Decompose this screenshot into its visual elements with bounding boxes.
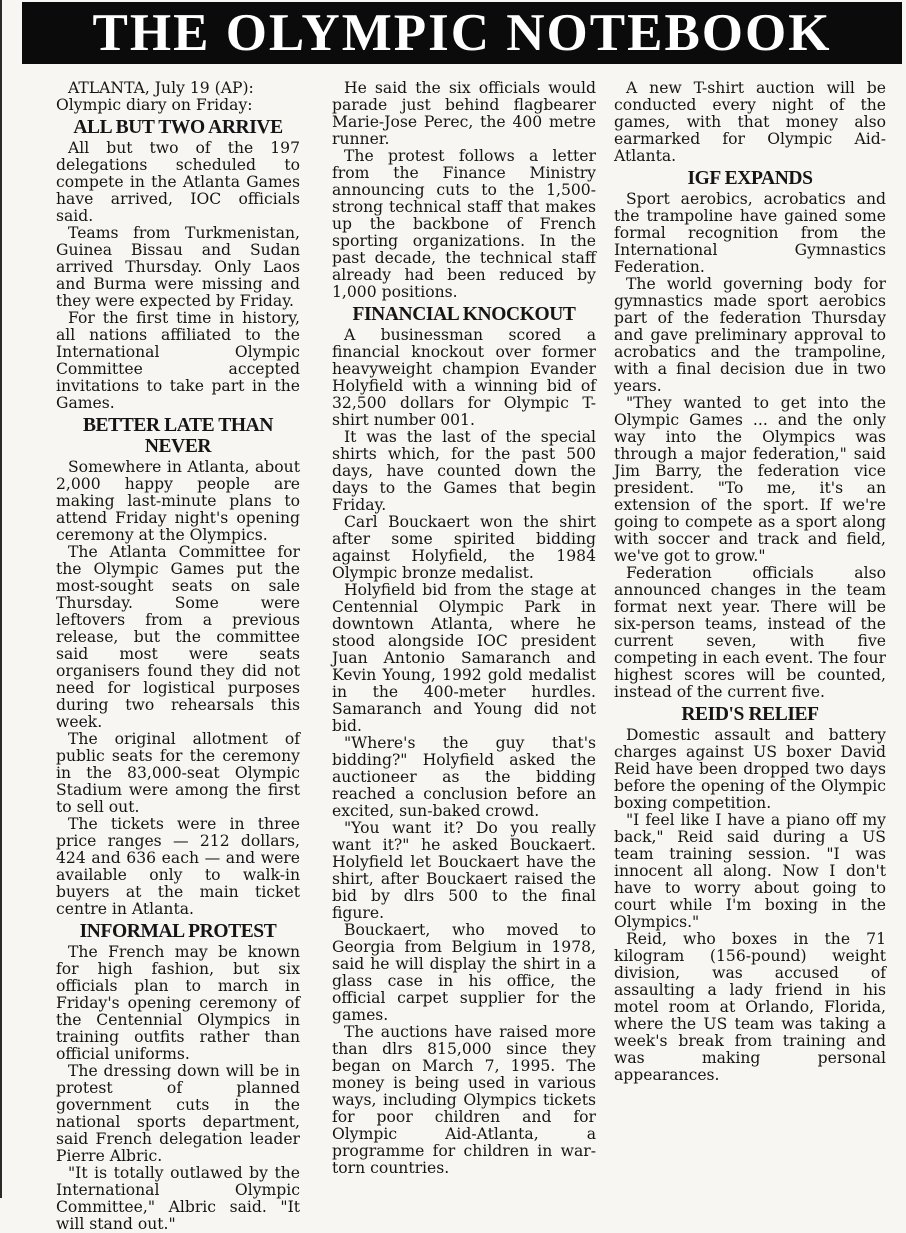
- paragraph: The tickets were in three price ranges — 212 dollars, 424 and 636 each — and were available only to walk-in buyers at the main ticket centre in Atlanta.: [56, 815, 300, 918]
- headline-informal-protest: INFORMAL PROTEST: [79, 921, 277, 942]
- paragraph: "I feel like I have a piano off my back," Reid said during a US team training session. "I was innocent all along. Now I don't have to worry about going to court while I'm boxing in the Olympics.": [614, 811, 886, 931]
- paragraph: The dressing down will be in protest of planned government cuts in the national sports department, said French delegation leader Pierre Albric.: [56, 1062, 300, 1165]
- paragraph: Holyfield bid from the stage at Centennial Olympic Park in downtown Atlanta, where he stood alongside IOC president Juan Antonio Samaranch and Kevin Young, 1992 gold medalist in the 400-meter hurdles. Samaranch and Young did not bid.: [332, 581, 596, 735]
- paragraph: For the first time in history, all nations affiliated to the International Olympic Committee accepted invitations to take part in the Games.: [56, 309, 300, 412]
- paragraph: The French may be known for high fashion, but six officials plan to march in Friday's opening ceremony of the Centennial Olympics in training outfits rather than official uniforms.: [56, 943, 300, 1063]
- page-edge-rule: [0, 0, 2, 1198]
- paragraph: The Atlanta Committee for the Olympic Games put the most-sought seats on sale Thursday. Some were leftovers from a previous release, but the committee said most were seats organisers found they did not need for logistical purposes during two rehearsals this week.: [56, 543, 300, 731]
- paragraph: "It is totally outlawed by the International Olympic Committee," Albric said. "It will stand out.": [56, 1164, 300, 1233]
- paragraph: Carl Bouckaert won the shirt after some spirited bidding against Holyfield, the 1984 Olympic bronze medalist.: [332, 513, 596, 582]
- paragraph: It was the last of the special shirts which, for the past 500 days, have counted down the days to the Games that begin Friday.: [332, 428, 596, 514]
- paragraph: "Where's the guy that's bidding?" Holyfield asked the auctioneer as the bidding reached a conclusion before an excited, sun-baked crowd.: [332, 734, 596, 820]
- paragraph: Somewhere in Atlanta, about 2,000 happy people are making last-minute plans to attend Friday night's opening ceremony at the Olympics.: [56, 458, 300, 544]
- paragraph: The original allotment of public seats for the ceremony in the 83,000-seat Olympic Stadium were among the first to sell out.: [56, 730, 300, 816]
- paragraph: Teams from Turkmenistan, Guinea Bissau and Sudan arrived Thursday. Only Laos and Burma were missing and they were expected by Friday.: [56, 224, 300, 310]
- headline-reids-relief: REID'S RELIEF: [681, 704, 819, 725]
- paragraph: Bouckaert, who moved to Georgia from Belgium in 1978, said he will display the shirt in a glass case in his office, the official carpet supplier for the games.: [332, 921, 596, 1024]
- paragraph: The auctions have raised more than dlrs 815,000 since they began on March 7, 1995. The money is being used in various ways, including Olympics tickets for poor children and for Olympic Aid-Atlanta, a programme for children in war-torn countries.: [332, 1023, 596, 1177]
- paragraph: "You want it? Do you really want it?" he asked Bouckaert. Holyfield let Bouckaert have the shirt, after Bouckaert raised the bid by dlrs 500 to the final figure.: [332, 819, 596, 922]
- column-3: [614, 80, 886, 1195]
- dateline: ATLANTA, July 19 (AP):: [68, 79, 254, 97]
- column-1: [56, 79, 300, 1233]
- paragraph: He said the six officials would parade just behind flagbearer Marie-Jose Perec, the 400 metre runner.: [332, 79, 596, 148]
- paragraph: All but two of the 197 delegations scheduled to compete in the Atlanta Games have arrived, IOC officials said.: [56, 139, 300, 225]
- headline-all-but-two: ALL BUT TWO ARRIVE: [73, 117, 283, 138]
- paragraph: "They wanted to get into the Olympic Games ... and the only way into the Olympics was through a major federation," said Jim Barry, the federation vice president. "To me, it's an extension of the sport. If we're going to compete as a sport along with soccer and track and field, we've got to grow.": [614, 394, 886, 565]
- paragraph: Domestic assault and battery charges against US boxer David Reid have been dropped two days before the opening of the Olympic boxing competition.: [614, 726, 886, 812]
- paragraph: The world governing body for gymnastics made sport aerobics part of the federation Thursday and gave preliminary approval to acrobatics and the trampoline, with a final decision due in two years.: [614, 275, 886, 395]
- paragraph: Sport aerobics, acrobatics and the trampoline have gained some formal recognition from the International Gymnastics Federation.: [614, 190, 886, 276]
- masthead: THE OLYMPIC NOTEBOOK: [22, 2, 902, 64]
- intro: Olympic diary on Friday:: [56, 96, 253, 114]
- headline-financial-knockout: FINANCIAL KNOCKOUT: [352, 304, 576, 325]
- paragraph: A new T-shirt auction will be conducted every night of the games, with that money also earmarked for Olympic Aid-Atlanta.: [614, 79, 886, 165]
- headline-igf-expands: IGF EXPANDS: [687, 168, 813, 189]
- paragraph: A businessman scored a financial knockout over former heavyweight champion Evander Holyfield with a winning bid of 32,500 dollars for Olympic T-shirt number 001.: [332, 326, 596, 429]
- paragraph: Federation officials also announced changes in the team format next year. There will be six-person teams, instead of the current seven, with five competing in each event. The four highest scores will be counted, instead of the current five.: [614, 564, 886, 701]
- column-2: [332, 80, 596, 1195]
- paragraph: Reid, who boxes in the 71 kilogram (156-pound) weight division, was accused of assaulting a lady friend in his motel room at Orlando, Florida, where the US team was taking a week's break from training and was making personal appearances.: [614, 930, 886, 1084]
- paragraph: The protest follows a letter from the Finance Ministry announcing cuts to the 1,500-strong technical staff that makes up the backbone of French sporting organizations. In the past decade, the technical staff already had been reduced by 1,000 positions.: [332, 147, 596, 301]
- headline-better-late: BETTER LATE THAN NEVER: [82, 415, 274, 457]
